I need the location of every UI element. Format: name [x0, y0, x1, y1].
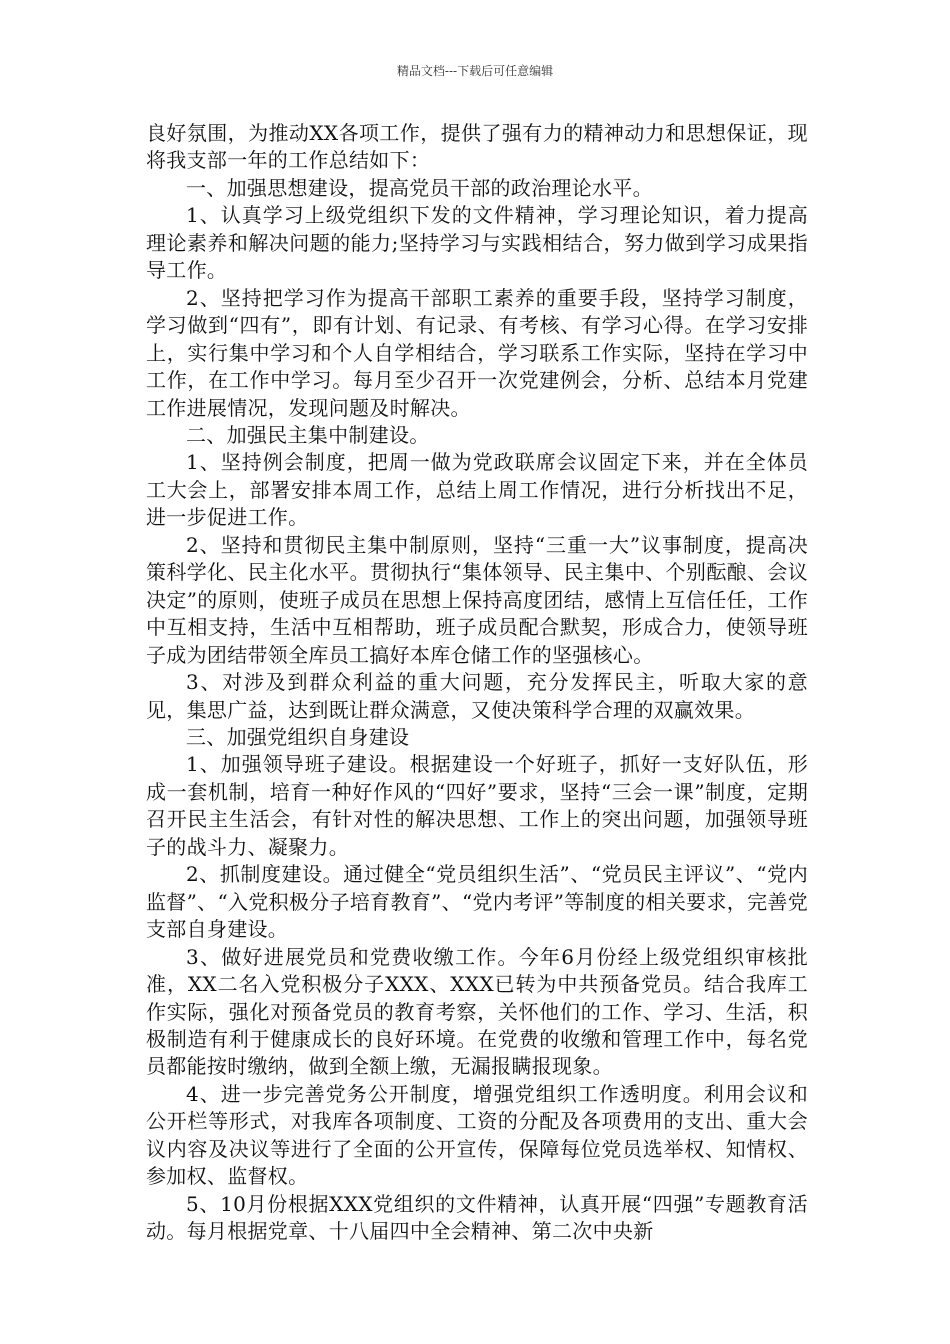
paragraph-intro: 良好氛围，为推动XX各项工作，提供了强有力的精神动力和思想保证，现将我支部一年的工作总结如下： — [146, 121, 808, 173]
section-heading-2: 二、加强民主集中制建设。 — [186, 422, 430, 447]
paragraph-3-1: 1、加强领导班子建设。根据建设一个好班子，抓好一支好队伍，形成一套机制，培育一种好作风的“四好”要求，坚持“三会一课”制度，定期召开民主生活会，有针对性的解决思想、工作上的突出问题，加强领导班子的战斗力、凝聚力。 — [146, 752, 808, 859]
paragraph-2-2: 2、坚持和贯彻民主集中制原则，坚持“三重一大”议事制度，提高决策科学化、民主化水平。贯彻执行“集体领导、民主集中、个别酝酿、会议决定”的原则，使班子成员在思想上保持高度团结，感情上互信任任，工作中互相支持，生活中互相帮助，班子成员配合默契，形成合力，使领导班子成为团结带领全库员工搞好本库仓储工作的坚强核心。 — [146, 532, 808, 667]
paragraph-1-2: 2、坚持把学习作为提高干部职工素养的重要手段，坚持学习制度，学习做到“四有”，即有计划、有记录、有考核、有学习心得。在学习安排上，实行集中学习和个人自学相结合，学习联系工作实际，坚持在学习中工作，在工作中学习。每月至少召开一次党建例会，分析、总结本月党建工作进展情况，发现问题及时解决。 — [146, 285, 808, 420]
section-heading-3: 三、加强党组织自身建设 — [186, 724, 410, 749]
section-heading-1: 一、加强思想建设，提高党员干部的政治理论水平。 — [186, 175, 653, 200]
paragraph-3-5: 5、10月份根据XXX党组织的文件精神，认真开展“四强”专题教育活动。每月根据党章、十八届四中全会精神、第二次中央新 — [146, 1191, 808, 1244]
paragraph-2-3: 3、对涉及到群众利益的重大问题，充分发挥民主，听取大家的意见，集思广益，达到既让群众满意，又使决策科学合理的双赢效果。 — [146, 670, 808, 722]
paragraph-3-3: 3、做好进展党员和党费收缴工作。今年6月份经上级党组织审核批准，XX二名入党积极分子XXX、XXX已转为中共预备党员。结合我库工作实际，强化对预备党员的教育考察，关怀他们的工作、学习、生活，积极制造有利于健康成长的良好环境。在党费的收缴和管理工作中，每名党员都能按时缴纳，做到全额上缴，无漏报瞒报现象。 — [146, 944, 808, 1079]
document-body — [146, 120, 808, 1246]
paragraph-3-4: 4、进一步完善党务公开制度，增强党组织工作透明度。利用会议和公开栏等形式，对我库各项制度、工资的分配及各项费用的支出、重大会议内容及决议等进行了全面的公开宣传，保障每位党员选举权、知情权、参加权、监督权。 — [146, 1081, 808, 1189]
paragraph-1-1: 1、认真学习上级党组织下发的文件精神，学习理论知识，着力提高理论素养和解决问题的能力;坚持学习与实践相结合，努力做到学习成果指导工作。 — [146, 203, 808, 283]
paragraph-2-1: 1、坚持例会制度，把周一做为党政联席会议固定下来，并在全体员工大会上，部署安排本周工作，总结上周工作情况，进行分析找出不足，进一步促进工作。 — [146, 450, 808, 530]
paragraph-3-2: 2、抓制度建设。通过健全“党员组织生活”、“党员民主评议”、“党内监督”、“入党积极分子培育教育”、“党内考评”等制度的相关要求，完善党支部自身建设。 — [146, 862, 808, 942]
page-header: 精品文档---下载后可任意编辑 — [396, 64, 554, 78]
